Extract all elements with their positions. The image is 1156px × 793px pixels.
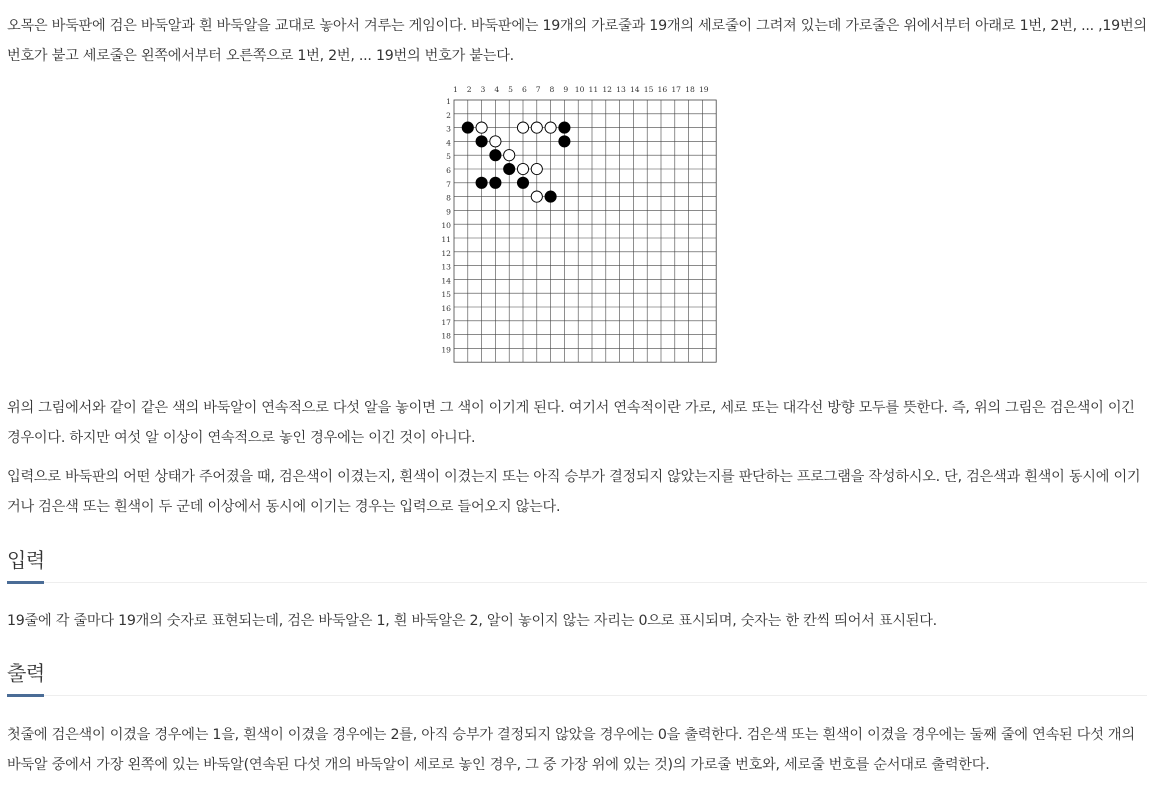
column-number-label: 13: [616, 85, 626, 94]
black-stone: [559, 136, 570, 147]
row-number-label: 15: [441, 290, 451, 300]
column-number-label: 5: [508, 85, 514, 94]
column-number-label: 14: [629, 85, 640, 94]
black-stone: [476, 177, 487, 188]
black-stone: [559, 122, 570, 133]
row-number-label: 11: [441, 235, 451, 244]
column-number-label: 3: [480, 85, 486, 94]
column-number-label: 4: [494, 85, 500, 94]
white-stone: [504, 150, 515, 161]
white-stone: [517, 122, 528, 133]
row-number-label: 9: [446, 207, 451, 217]
row-number-label: 10: [441, 221, 451, 231]
black-stone: [545, 191, 556, 202]
column-number-label: 2: [466, 85, 472, 94]
omok-board-figure: [437, 80, 717, 385]
row-number-label: 2: [446, 110, 451, 120]
black-stone: [476, 136, 487, 147]
column-number-label: 16: [657, 85, 668, 94]
omok-board-diagram: [437, 80, 717, 385]
column-number-label: 17: [671, 85, 682, 94]
row-number-label: 12: [441, 248, 451, 258]
white-stone: [531, 163, 542, 174]
section-accent-underline: [7, 694, 44, 697]
problem-rule: 위의 그림에서와 같이 같은 색의 바둑알이 연속적으로 다섯 알을 놓이면 그 색이 이기게 된다. 여기서 연속적이란 가로, 세로 또는 대각선 방향 모두를 뜻한다. 즉, 위의 그림은 검은색이 이긴 경우이다. 하지만 여섯 알 이상이 연속적으로 놓인 경우에는 이긴 것이 아니다.: [7, 400, 1135, 446]
problem-intro: 오목은 바둑판에 검은 바둑알과 흰 바둑알을 교대로 놓아서 겨루는 게임이다. 바둑판에는 19개의 가로줄과 19개의 세로줄이 그려져 있는데 가로줄은 위에서부터 아래로 1번, 2번, ... ,19번의 번호가 붙고 세로줄은 왼쪽에서부터 오른쪽으로 1번, 2번, ... 19번의 번호가 붙는다.: [7, 18, 1147, 64]
white-stone: [531, 191, 542, 202]
column-number-label: 9: [563, 85, 569, 94]
black-stone: [517, 177, 528, 188]
output-section-title: 출력: [7, 661, 45, 685]
section-divider: [7, 695, 1147, 696]
row-number-label: 8: [446, 193, 451, 203]
row-number-label: 18: [441, 331, 451, 341]
output-section-header: [7, 657, 1147, 697]
column-number-label: 11: [588, 85, 599, 94]
row-number-label: 7: [446, 179, 451, 189]
column-number-label: 12: [602, 85, 613, 94]
problem-task: 입력으로 바둑판의 어떤 상태가 주어졌을 때, 검은색이 이겼는지, 흰색이 이겼는지 또는 아직 승부가 결정되지 않았는지를 판단하는 프로그램을 작성하시오. 단, 검은색과 흰색이 동시에 이기거나 검은색 또는 흰색이 두 군데 이상에서 동시에 이기는 경우는 입력으로 들어오지 않는다.: [7, 469, 1141, 515]
column-number-label: 19: [698, 85, 709, 94]
row-number-label: 1: [446, 97, 451, 106]
row-number-label: 19: [441, 345, 451, 355]
white-stone: [545, 122, 556, 133]
section-divider: [7, 582, 1147, 583]
output-description: 첫줄에 검은색이 이겼을 경우에는 1을, 흰색이 이겼을 경우에는 2를, 아직 승부가 결정되지 않았을 경우에는 0을 출력한다. 검은색 또는 흰색이 이겼을 경우에는 둘째 줄에 연속된 다섯 개의 바둑알 중에서 가장 왼쪽에 있는 바둑알(연속된 다섯 개의 바둑알이 세로로 놓인 경우, 그 중 가장 위에 있는 것)의 가로줄 번호와, 세로줄 번호를 순서대로 출력한다.: [7, 727, 1135, 773]
column-number-label: 1: [452, 85, 458, 94]
white-stone: [476, 122, 487, 133]
row-number-label: 13: [441, 262, 451, 272]
black-stone: [490, 177, 501, 188]
input-section-title: 입력: [7, 548, 45, 572]
row-number-label: 17: [441, 317, 451, 327]
row-number-label: 14: [441, 276, 451, 286]
column-number-label: 8: [549, 85, 555, 94]
section-accent-underline: [7, 581, 44, 584]
black-stone: [504, 163, 515, 174]
column-number-label: 10: [574, 85, 585, 94]
white-stone: [490, 136, 501, 147]
row-number-label: 5: [446, 152, 451, 162]
column-number-label: 18: [685, 85, 695, 94]
input-section-header: [7, 544, 1147, 584]
row-number-label: 16: [441, 304, 451, 313]
column-number-label: 7: [535, 85, 541, 94]
row-number-label: 3: [446, 124, 451, 134]
row-number-label: 6: [446, 166, 451, 175]
white-stone: [531, 122, 542, 133]
white-stone: [517, 163, 528, 174]
column-number-label: 15: [643, 85, 654, 94]
row-number-label: 4: [446, 138, 451, 148]
black-stone: [462, 122, 473, 133]
input-description: 19줄에 각 줄마다 19개의 숫자로 표현되는데, 검은 바둑알은 1, 흰 바둑알은 2, 알이 놓이지 않는 자리는 0으로 표시되며, 숫자는 한 칸씩 띄어서 표시된다.: [7, 613, 937, 629]
column-number-label: 6: [521, 85, 527, 94]
black-stone: [490, 150, 501, 161]
